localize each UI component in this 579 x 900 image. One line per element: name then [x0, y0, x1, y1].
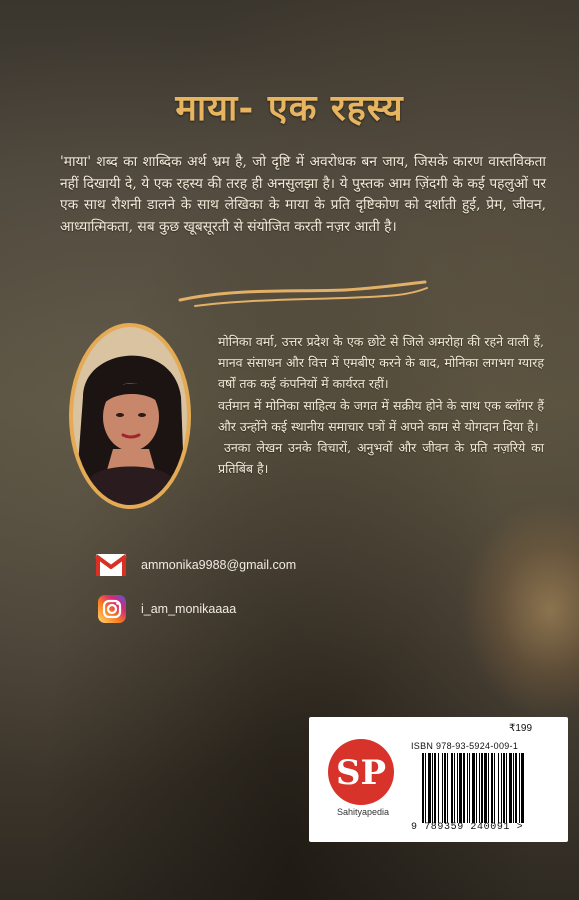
barcode-bar: [479, 753, 480, 823]
decorative-flourish: [175, 280, 435, 310]
book-description: 'माया' शब्द का शाब्दिक अर्थ भ्रम है, जो दृष्टि में अवरोधक बन जाय, जिसके कारण वास्तविकता नहीं दिखायी दे, ये एक रहस्य की तरह ही अनसुलझा है। ये पुस्तक आम ज़िंदगी के कई पहलुओं पर एक साथ रौशनी डालने के साथ लेखिका के माया के प्रति दृष्टिकोण को दर्शाती हुई, प्रेम, जीवन, आध्यात्मिकता, सब कुछ खूबसूरती से संयोजित करती नज़र आती है।: [60, 154, 546, 235]
barcode: [422, 753, 560, 823]
barcode-bar: [494, 753, 495, 823]
email-contact: [95, 551, 296, 579]
barcode-bar: [481, 753, 483, 823]
isbn-label: ISBN 978-93-5924-009-1: [411, 741, 519, 751]
barcode-bar: [434, 753, 436, 823]
barcode-bar: [488, 753, 489, 823]
bio-paragraph: मोनिका वर्मा, उत्तर प्रदेश के एक छोटे से जिले अमरोहा की रहने वाली हैं, मानव संसाधन और वित्त में एमबीए करने के बाद, मोनिका लगभग ग्यारह वर्षों तक कई कंपनियों में कार्यरत रहीं।: [218, 334, 544, 392]
barcode-panel: [309, 717, 568, 842]
svg-text:SP: SP: [335, 753, 387, 793]
barcode-bar: [503, 753, 505, 823]
barcode-bar: [463, 753, 465, 823]
barcode-bar: [515, 753, 517, 823]
publisher-name: Sahityapedia: [336, 807, 390, 817]
bio-paragraph: उनका लेखन उनके विचारों, अनुभवों और जीवन के प्रति नज़रिये का प्रतिबिंब है।: [218, 440, 544, 477]
barcode-bar: [467, 753, 468, 823]
barcode-bar: [447, 753, 448, 823]
barcode-bar: [509, 753, 512, 823]
barcode-bar: [519, 753, 520, 823]
barcode-bar: [472, 753, 475, 823]
sahityapedia-logo: [327, 738, 395, 806]
barcode-bar: [444, 753, 446, 823]
barcode-bar: [501, 753, 502, 823]
background-light-glow: [460, 500, 579, 720]
barcode-bar: [459, 753, 462, 823]
instagram-handle[interactable]: i_am_monikaaaa: [141, 602, 237, 616]
price-label: ₹199: [509, 723, 533, 734]
barcode-bar: [457, 753, 458, 823]
barcode-bar: [451, 753, 453, 823]
barcode-bar: [432, 753, 433, 823]
barcode-bar: [438, 753, 439, 823]
email-address[interactable]: ammonika9988@gmail.com: [141, 558, 297, 572]
barcode-digits: 9 789359 240091 >: [411, 822, 524, 833]
barcode-bar: [422, 753, 424, 823]
barcode-bar: [442, 753, 443, 823]
barcode-bar: [469, 753, 470, 823]
barcode-bar: [506, 753, 507, 823]
barcode-bar: [428, 753, 431, 823]
bio-paragraph: वर्तमान में मोनिका साहित्य के जगत में सक्रीय होने के साथ एक ब्लॉगर हैं और उन्होंने कई स्थानीय समाचार पत्रों में अपने काम से योगदान दिया है।: [218, 397, 544, 434]
gmail-icon: [95, 551, 127, 579]
instagram-contact: [95, 595, 236, 623]
barcode-bar: [513, 753, 514, 823]
author-bio: [218, 331, 544, 479]
barcode-bar: [491, 753, 493, 823]
instagram-icon: [95, 595, 127, 623]
author-photo: [73, 327, 187, 505]
barcode-bar: [521, 753, 524, 823]
book-title: माया- एक रहस्य: [175, 87, 404, 129]
barcode-bar: [454, 753, 455, 823]
barcode-bar: [476, 753, 477, 823]
barcode-bar: [498, 753, 499, 823]
author-portrait-frame: [69, 323, 191, 509]
barcode-bar: [484, 753, 487, 823]
barcode-bar: [425, 753, 426, 823]
